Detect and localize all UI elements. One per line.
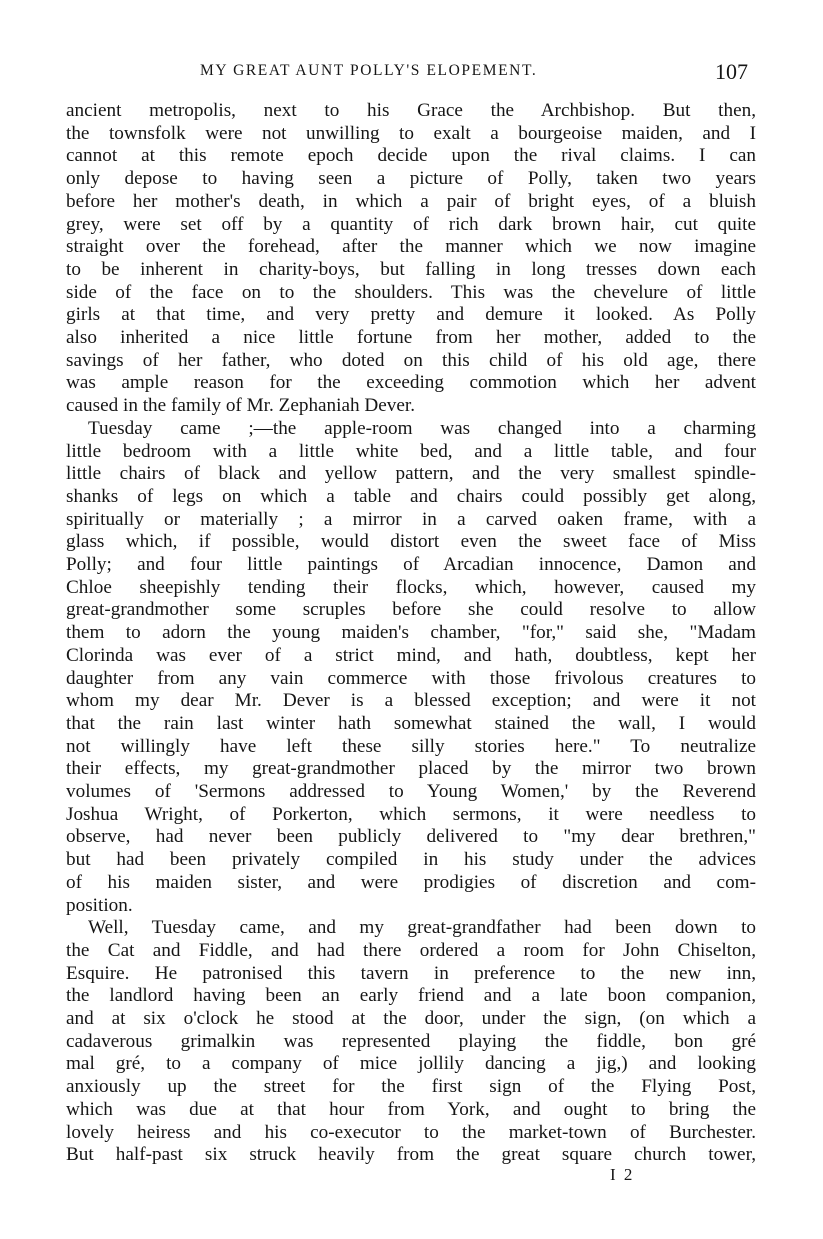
- text-line: the landlord having been an early friend and a late boon companion,: [66, 985, 756, 1007]
- text-line: only depose to having seen a picture of Polly, taken two years: [66, 168, 756, 190]
- text-line: cadaverous grimalkin was represented playing the fiddle, bon gré: [66, 1030, 756, 1052]
- text-line: Joshua Wright, of Porkerton, which sermons, it were needless to: [66, 803, 756, 825]
- text-line: Chloe sheepishly tending their flocks, which, however, caused my: [66, 576, 756, 598]
- page-number: 107: [715, 59, 748, 84]
- text-line: was ample reason for the exceeding commotion which her advent: [66, 372, 756, 394]
- text-line: lovely heiress and his co-executor to the market-town of Burchester.: [66, 1121, 756, 1143]
- text-line: little bedroom with a little white bed, and a little table, and four: [66, 440, 756, 462]
- text-line: cannot at this remote epoch decide upon the rival claims. I can: [66, 145, 756, 167]
- text-line: ancient metropolis, next to his Grace the Archbishop. But then,: [66, 100, 756, 121]
- running-title: MY GREAT AUNT POLLY'S ELOPEMENT.: [200, 62, 538, 79]
- text-line: caused in the family of Mr. Zephaniah Dever.: [66, 395, 415, 417]
- text-line: Clorinda was ever of a strict mind, and hath, doubtless, kept her: [66, 644, 756, 666]
- text-line: savings of her father, who doted on this child of his old age, there: [66, 349, 756, 371]
- text-line: spiritually or materially ; a mirror in a carved oaken frame, with a: [66, 508, 756, 530]
- text-line: glass which, if possible, would distort even the sweet face of Miss: [66, 531, 756, 553]
- text-line: of his maiden sister, and were prodigies of discretion and com-: [66, 871, 756, 893]
- text-line: shanks of legs on which a table and chairs could possibly get along,: [66, 485, 756, 507]
- text-line: grey, were set off by a quantity of rich dark brown hair, cut quite: [66, 213, 756, 235]
- text-line: straight over the forehead, after the manner which we now imagine: [66, 236, 756, 258]
- text-line: that the rain last winter hath somewhat stained the wall, I would: [66, 712, 756, 734]
- text-line: volumes of 'Sermons addressed to Young Women,' by the Reverend: [66, 781, 756, 802]
- text-line: them to adorn the young maiden's chamber, "for," said she, "Madam: [66, 622, 756, 644]
- signature-mark: I 2: [610, 1165, 635, 1184]
- text-line: the Cat and Fiddle, and had there ordered a room for John Chiselton,: [66, 939, 756, 961]
- text-line: to be inherent in charity-boys, but falling in long tresses down each: [66, 258, 756, 280]
- text-line: whom my dear Mr. Dever is a blessed exception; and were it not: [66, 690, 756, 712]
- text-line: But half-past six struck heavily from the great square church tower,: [66, 1144, 756, 1166]
- text-line: little chairs of black and yellow pattern, and the very smallest spindle-: [66, 463, 756, 485]
- text-line: Esquire. He patronised this tavern in preference to the new inn,: [66, 962, 756, 984]
- text-line: the townsfolk were not unwilling to exalt a bourgeoise maiden, and I: [66, 122, 756, 144]
- text-line: Tuesday came ;—the apple-room was changed into a charming: [88, 417, 756, 439]
- text-line: before her mother's death, in which a pair of bright eyes, of a bluish: [66, 190, 756, 212]
- text-line: mal gré, to a company of mice jollily dancing a jig,) and looking: [66, 1053, 756, 1075]
- text-line: also inherited a nice little fortune from her mother, added to the: [66, 327, 756, 348]
- text-line: not willingly have left these silly stories here." To neutralize: [66, 735, 756, 757]
- text-line: observe, had never been publicly delivered to "my dear brethren,": [66, 826, 756, 848]
- text-line: side of the face on to the shoulders. This was the chevelure of little: [66, 281, 756, 303]
- text-line: Polly; and four little paintings of Arcadian innocence, Damon and: [66, 554, 756, 575]
- text-line: great-grandmother some scruples before she could resolve to allow: [66, 599, 756, 621]
- text-line: anxiously up the street for the first sign of the Flying Post,: [66, 1076, 756, 1098]
- page-header: [0, 59, 823, 85]
- text-line: girls at that time, and very pretty and demure it looked. As Polly: [66, 304, 756, 326]
- text-line: but had been privately compiled in his study under the advices: [66, 849, 756, 871]
- text-line: their effects, my great-grandmother placed by the mirror two brown: [66, 758, 756, 780]
- text-line: position.: [66, 894, 133, 916]
- text-line: Well, Tuesday came, and my great-grandfather had been down to: [88, 917, 756, 939]
- text-line: daughter from any vain commerce with those frivolous creatures to: [66, 667, 756, 689]
- text-line: and at six o'clock he stood at the door, under the sign, (on which a: [66, 1008, 756, 1029]
- text-line: which was due at that hour from York, and ought to bring the: [66, 1098, 756, 1120]
